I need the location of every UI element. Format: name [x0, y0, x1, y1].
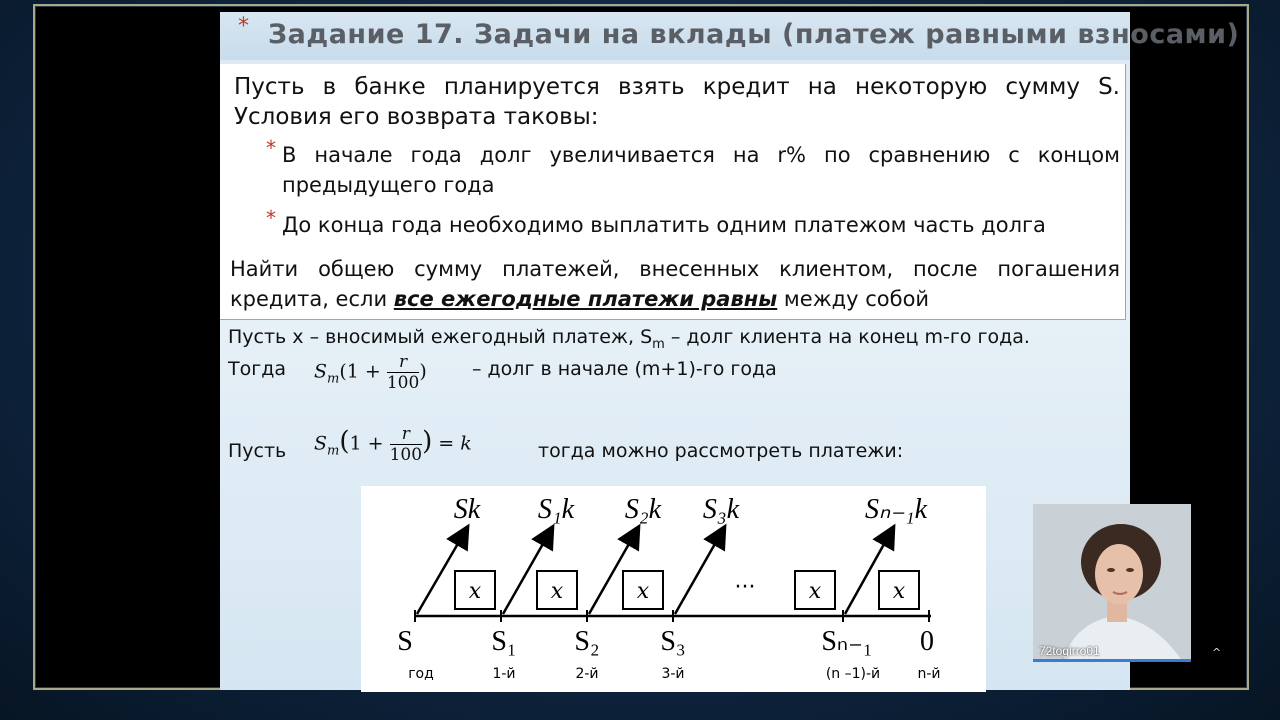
formula-sub: m — [327, 443, 340, 459]
payment-box-label: x — [636, 579, 650, 604]
definition-text: Пусть x – вносимый ежегодный платеж, S — [228, 326, 653, 348]
task-paragraph — [230, 254, 1120, 314]
axis-label: S₁ — [491, 626, 517, 657]
formula-open: (1 + — [339, 360, 387, 383]
expand-caret-icon[interactable]: ^ — [1212, 646, 1222, 659]
formula-close: ) — [419, 360, 427, 383]
year-label: n-й — [917, 666, 941, 682]
axis-label: Sₙ₋₁ — [821, 626, 873, 657]
year-label: 1-й — [492, 666, 516, 682]
title-bar — [220, 12, 1240, 60]
arrow-label: S₃k — [702, 494, 740, 525]
formula-open-paren: ( — [339, 426, 350, 457]
formula-equals-k: = k — [432, 432, 472, 455]
let-label: Пусть — [228, 440, 287, 462]
condition-1: В начале года долг увеличивается на r% по сравнению с концом предыдущего года — [282, 143, 1120, 197]
webcam-person-image — [1033, 504, 1191, 662]
fraction-numerator: r — [390, 424, 422, 445]
slide — [220, 12, 1240, 690]
fraction — [390, 424, 422, 465]
year-label: 2-й — [575, 666, 599, 682]
axis-label: 0 — [920, 626, 934, 657]
fraction-numerator: r — [387, 352, 419, 373]
payment-box-label: x — [468, 579, 482, 604]
arrow-label: Sₙ₋₁k — [864, 494, 928, 525]
formula-1 — [314, 352, 427, 393]
task-text-2: между собой — [777, 287, 930, 311]
fraction-denominator: 100 — [389, 445, 423, 465]
payment-box-label: x — [892, 579, 906, 604]
then-label: Тогда — [228, 358, 286, 380]
formula-2-description: тогда можно рассмотреть платежи: — [538, 440, 904, 462]
arrow-label: S₂k — [624, 494, 662, 525]
webcam-video[interactable] — [1033, 504, 1191, 662]
fraction-denominator: 100 — [386, 373, 420, 393]
slide-title: Задание 17. Задачи на вклады (платеж равными взносами) — [268, 19, 1240, 50]
arrow-label: S₁k — [537, 494, 575, 525]
bullet-star-icon: * — [266, 206, 276, 230]
axis-label: S₂ — [574, 626, 600, 657]
timeline-svg — [361, 486, 986, 692]
axis-label: S — [397, 626, 413, 657]
problem-statement — [220, 64, 1126, 320]
payment-box-label: x — [550, 579, 564, 604]
webcam-active-bar — [1033, 659, 1191, 662]
arrow — [675, 528, 724, 614]
arrow-label: Sk — [453, 494, 481, 525]
ellipsis: ··· — [734, 575, 756, 600]
formula-s: S — [314, 360, 328, 383]
formula-1-description: – долг в начале (m+1)-го года — [472, 358, 777, 380]
formula-2 — [314, 424, 472, 465]
intro-paragraph: Пусть в банке планируется взять кредит на некоторую сумму S. Условия его возврата таковы: — [234, 74, 1120, 130]
condition-2: До конца года необходимо выплатить одним платежом часть долга — [282, 213, 1046, 237]
bullet-star-icon: * — [266, 136, 276, 160]
year-label: 3-й — [661, 666, 685, 682]
payment-timeline-diagram — [361, 486, 986, 692]
webcam-username: 72togirro01 — [1039, 644, 1100, 658]
formula-one-plus: 1 + — [349, 432, 390, 455]
year-label: год — [408, 666, 434, 682]
formula-sub: m — [327, 371, 340, 387]
formula-s: S — [314, 432, 328, 455]
task-emphasis: все ежегодные платежи равны — [393, 287, 778, 311]
formula-close-paren: ) — [422, 426, 433, 457]
axis-label: S₃ — [660, 626, 686, 657]
definition-text-end: – долг клиента на конец m-го года. — [664, 326, 1030, 348]
payment-box-label: x — [808, 579, 822, 604]
year-label: (n –1)-й — [825, 666, 881, 682]
fraction — [387, 352, 419, 393]
task-text-1: Найти общею сумму платежей, внесенных клиентом, после погашения кредита, если — [230, 257, 1120, 311]
definition-line — [228, 326, 1030, 352]
definition-subscript: m — [652, 336, 665, 352]
title-star-icon: * — [238, 14, 249, 39]
